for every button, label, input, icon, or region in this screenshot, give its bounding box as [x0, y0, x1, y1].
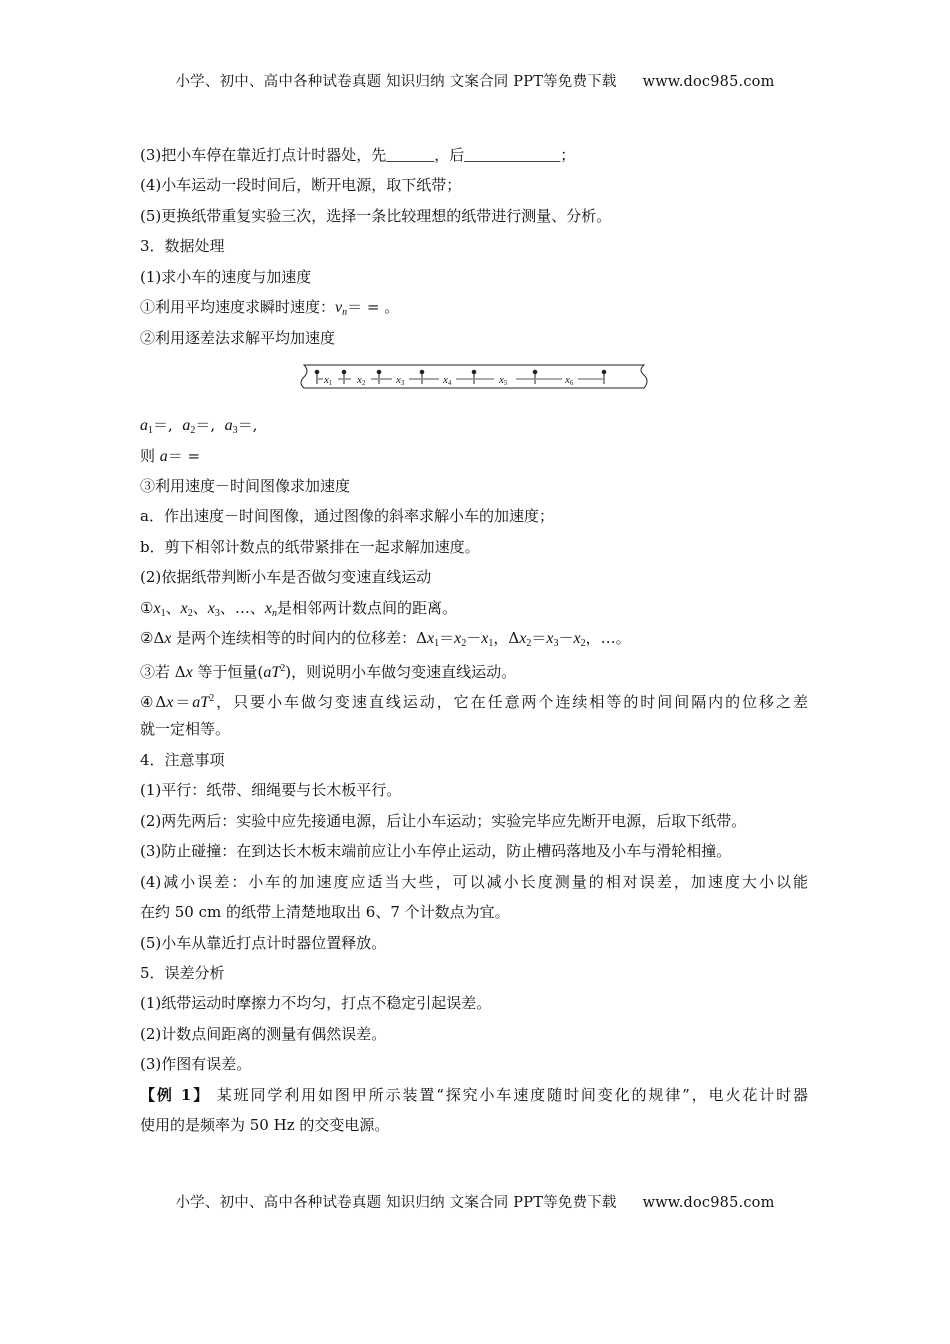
text-run: 等于恒量( [192, 662, 264, 681]
text-line [140, 871, 808, 901]
text-run: a [182, 417, 191, 435]
text-run: 2 [526, 638, 532, 650]
text-run: n [342, 307, 348, 319]
text-line [140, 475, 808, 505]
text-run: v [335, 299, 343, 317]
text-run: 就一定相等。 [140, 720, 231, 739]
text-line [140, 779, 808, 809]
text-line [140, 749, 808, 779]
text-run: ③若 Δ [140, 662, 186, 681]
text-run: (5)小车从靠近打点计时器位置释放。 [140, 933, 387, 952]
text-line [140, 414, 808, 444]
text-run: ，只要小车做匀变速直线运动，它在任意两个连续相等的时间间隔内的位移之差 [214, 693, 808, 711]
page-footer [0, 1191, 950, 1212]
text-run: 5．误差分析 [140, 963, 225, 982]
text-line [140, 266, 808, 296]
text-run: (5)更换纸带重复实验三次，选择一条比较理想的纸带进行测量、分析。 [140, 206, 612, 225]
footer-url: www.doc985.com [642, 1195, 775, 1211]
text-run: x [207, 599, 215, 617]
answer-blank: ______ [386, 147, 435, 164]
text-run: x [180, 599, 188, 617]
text-line [140, 901, 808, 931]
text-run: (3)把小车停在靠近打点计时器处，先 [140, 146, 387, 164]
text-run: ＝, [237, 416, 258, 435]
text-run: ＝ [531, 629, 547, 648]
text-run: ＝ = [167, 446, 201, 465]
text-run: 2 [209, 693, 215, 704]
text-run: x [546, 630, 554, 648]
text-run: － [466, 629, 482, 648]
text-run: ①利用平均速度求瞬时速度： [140, 298, 336, 317]
text-run: (2)依据纸带判断小车是否做匀变速直线运动 [140, 568, 432, 587]
text-run: (1)求小车的速度与加速度 [140, 267, 312, 286]
text-run: ① [140, 598, 154, 617]
text-run: ； [560, 146, 576, 164]
text-run: ③利用速度－时间图像求加速度 [140, 476, 351, 495]
text-run: )，则说明小车做匀变速直线运动。 [285, 662, 517, 681]
text-line [140, 296, 808, 326]
text-line [140, 1023, 808, 1053]
text-run: 1 [434, 638, 440, 650]
label-x6: x6 [565, 374, 574, 387]
text-run: (4)小车运动一段时间后，断开电源，取下纸带； [140, 176, 462, 195]
text-run: x [164, 630, 172, 648]
text-run: (2)计数点间距离的测量有偶然误差。 [140, 1024, 387, 1043]
text-line [140, 1053, 808, 1083]
text-run: ，Δ [493, 629, 520, 648]
text-run: x [185, 663, 193, 681]
text-run: 1 [160, 607, 166, 619]
footer-text: 小学、初中、高中各种试卷真题 知识归纳 文案合同 PPT等免费下载 [175, 1195, 617, 1211]
text-line [140, 445, 808, 475]
text-line [140, 1114, 808, 1144]
text-run: (3)防止碰撞：在到达长木板末端前应让小车停止运动，防止槽码落地及小车与滑轮相撞。 [140, 842, 732, 861]
document-body [140, 144, 808, 1145]
text-run: 2 [280, 662, 286, 674]
answer-blank: ____________ [464, 147, 561, 164]
text-run: ＝ [173, 693, 193, 711]
text-run: x [166, 694, 174, 711]
text-run: n [271, 607, 277, 619]
text-run: a．作出速度－时间图像，通过图像的斜率求解小车的加速度； [140, 507, 554, 526]
section-before-figure [140, 144, 808, 357]
text-line [140, 174, 808, 204]
text-run: (2)两先两后：实验中应先接通电源，后让小车运动；实验完毕应先断开电源，后取下纸带。 [140, 811, 747, 830]
text-run: a [224, 417, 233, 435]
text-run: ②Δ [140, 629, 165, 648]
label-x3: x3 [396, 374, 405, 387]
text-run: 2 [461, 638, 467, 650]
text-run: 3 [553, 638, 559, 650]
text-run: 使用的是频率为 50 Hz 的交变电源。 [140, 1116, 390, 1135]
count-point [315, 370, 319, 374]
text-run: － [558, 629, 574, 648]
text-run: 3 [232, 425, 238, 437]
text-run: 2 [580, 638, 586, 650]
text-run: 是相邻两计数点间的距离。 [276, 598, 457, 617]
text-run: ＝ [439, 629, 455, 648]
text-run: 、 [165, 598, 181, 617]
text-run: (1)纸带运动时摩擦力不均匀，打点不稳定引起误差。 [140, 994, 492, 1013]
text-run: x [427, 630, 435, 648]
count-point [533, 370, 537, 374]
text-run: 在约 50 cm 的纸带上清楚地取出 6、7 个计数点为宜。 [140, 903, 510, 922]
count-point [377, 370, 381, 374]
label-x2: x2 [357, 374, 366, 387]
text-run: 4．注意事项 [140, 750, 225, 769]
text-run: x [454, 630, 462, 648]
text-run: aT [263, 663, 281, 681]
text-line [140, 144, 808, 174]
label-x1: x1 [324, 374, 333, 387]
text-run: 【例 1】 [140, 1085, 211, 1104]
text-run: ②利用逐差法求解平均加速度 [140, 328, 336, 347]
text-run: 则 [140, 446, 160, 465]
text-run: 、…、 [219, 598, 265, 617]
text-run: x [573, 630, 581, 648]
count-point [602, 370, 606, 374]
text-run: (4)减小误差：小车的加速度应适当大些，可以减小长度测量的相对误差，加速度大小以能 [140, 872, 808, 891]
header-url: www.doc985.com [642, 74, 775, 90]
text-line [140, 205, 808, 235]
page-header [0, 70, 950, 91]
text-line [140, 962, 808, 992]
text-run: x [519, 630, 527, 648]
count-point [342, 370, 346, 374]
text-line [140, 840, 808, 870]
text-line [140, 627, 808, 657]
text-run: a [159, 447, 168, 465]
text-line [140, 566, 808, 596]
text-line [140, 235, 808, 265]
text-line [140, 536, 808, 566]
text-run: (1)平行：纸带、细绳要与长木板平行。 [140, 781, 402, 800]
text-run: 3．数据处理 [140, 237, 225, 256]
text-line [140, 992, 808, 1022]
text-run: ④Δ [140, 693, 167, 711]
count-point [420, 370, 424, 374]
text-run: ＝ = 。 [347, 298, 400, 317]
text-line [140, 688, 808, 718]
text-line [140, 658, 808, 688]
text-run: ＝, [153, 416, 183, 435]
text-run: a [140, 417, 148, 435]
count-point [472, 370, 476, 374]
text-run: 1 [488, 638, 494, 650]
label-x5: x5 [499, 374, 508, 387]
text-run: ，…。 [585, 629, 631, 648]
text-line [140, 505, 808, 535]
text-run: x [481, 630, 489, 648]
text-run: (3)作图有误差。 [140, 1055, 252, 1074]
text-run: 2 [190, 425, 196, 437]
text-run: 是两个连续相等的时间内的位移差：Δ [171, 629, 427, 648]
text-line [140, 718, 808, 748]
text-run: b．剪下相邻计数点的纸带紧排在一起求解加速度。 [140, 537, 480, 556]
text-run: ，后 [434, 146, 465, 164]
text-line [140, 932, 808, 962]
text-run: 某班同学利用如图甲所示装置“探究小车速度随时间变化的规律”，电火花计时器 [210, 1085, 808, 1104]
text-run: 3 [214, 607, 220, 619]
label-x4: x4 [443, 374, 452, 387]
text-run: x [264, 599, 272, 617]
section-after-figure [140, 414, 808, 1145]
text-run: x [153, 599, 161, 617]
text-run: 1 [148, 425, 153, 437]
text-line [140, 1084, 808, 1114]
paper-tape-figure [296, 362, 652, 394]
text-run: aT [192, 694, 210, 711]
text-run: 2 [187, 607, 193, 619]
text-run: ＝, [195, 416, 225, 435]
text-line [140, 810, 808, 840]
text-run: 、 [192, 598, 208, 617]
header-text: 小学、初中、高中各种试卷真题 知识归纳 文案合同 PPT等免费下载 [175, 74, 617, 90]
text-line [140, 597, 808, 627]
text-line [140, 327, 808, 357]
